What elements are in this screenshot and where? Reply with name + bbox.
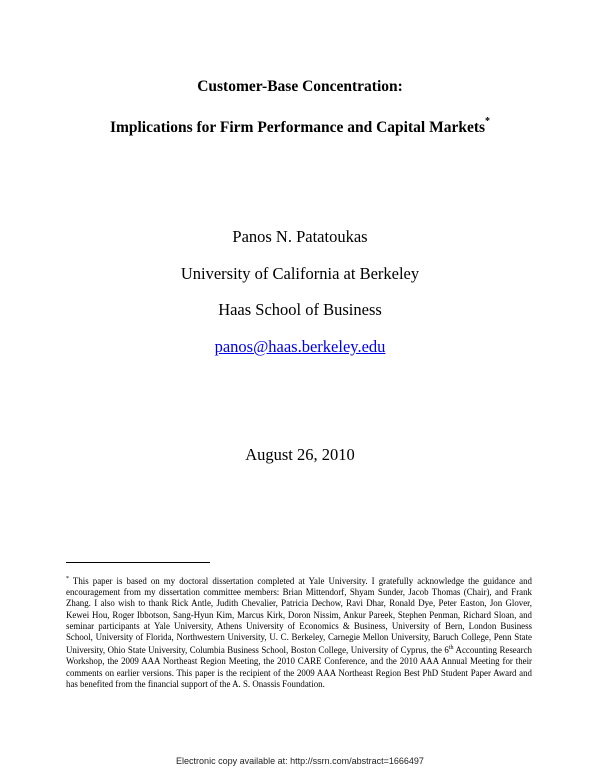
paper-title-line-1: Customer-Base Concentration:: [197, 78, 403, 95]
ssrn-footer: Electronic copy available at: http://ssrn.com/abstract=1666497: [176, 756, 424, 766]
author-email-link[interactable]: panos@haas.berkeley.edu: [214, 337, 386, 356]
paper-date: August 26, 2010: [245, 445, 355, 464]
paper-title-line-2-text: Implications for Firm Performance and Capital Markets: [109, 119, 486, 137]
footnote-divider: [66, 562, 210, 563]
footnote-ordinal-suffix: th: [448, 645, 454, 652]
footnote-text-part-1: This paper is based on my doctoral dissertation completed at Yale University. I gratefully acknowledge the guidance and encouragement from my dissertation committee members: Brian Mittendorf, Shyam Sunder, Jacob Thomas (Chair), and Frank Zhang. I also wish to thank Rick Antle, Judith Chevalier, Patricia Dechow, Ravi Dhar, Ronald Dye, Peter Easton, Jon Glover, Kewei Hou, Roger Ibbotson, Sang-Hyun Kim, Marcus Kirk, Doron Nissim, Ankur Pareek, Stephen Penman, Richard Sloan, and seminar participants at Yale University, Athens University of Economics & Business, University of Bern, London Business School, University of Florida, Northwestern University, U. C. Berkeley, Carnegie Mellon University, Baruch College, Penn State University, Ohio State University, Columbia Business School, Boston College, University of Cyprus, the 6: [66, 575, 532, 656]
author-name: Panos N. Patatoukas: [232, 227, 368, 246]
author-email-line: [0, 337, 600, 357]
footnote-marker: *: [66, 576, 69, 582]
footnote-text-part-2: Accounting Research Workshop, the 2009 AAA Northeast Region Meeting, the 2010 CARE Conference, and the 2010 AAA Annual Meeting for their comments on earlier versions. This paper is the recipient of the 2009 AAA Northeast Region Best PhD Student Paper Award and has benefited from the financial support of the A. S. Onassis Foundation.: [66, 645, 532, 689]
title-footnote-marker[interactable]: *: [485, 116, 491, 127]
paper-title-line-2: [0, 118, 600, 137]
acknowledgement-footnote: [66, 574, 532, 690]
affiliation-school: Haas School of Business: [218, 300, 382, 319]
affiliation-university: University of California at Berkeley: [180, 264, 420, 283]
